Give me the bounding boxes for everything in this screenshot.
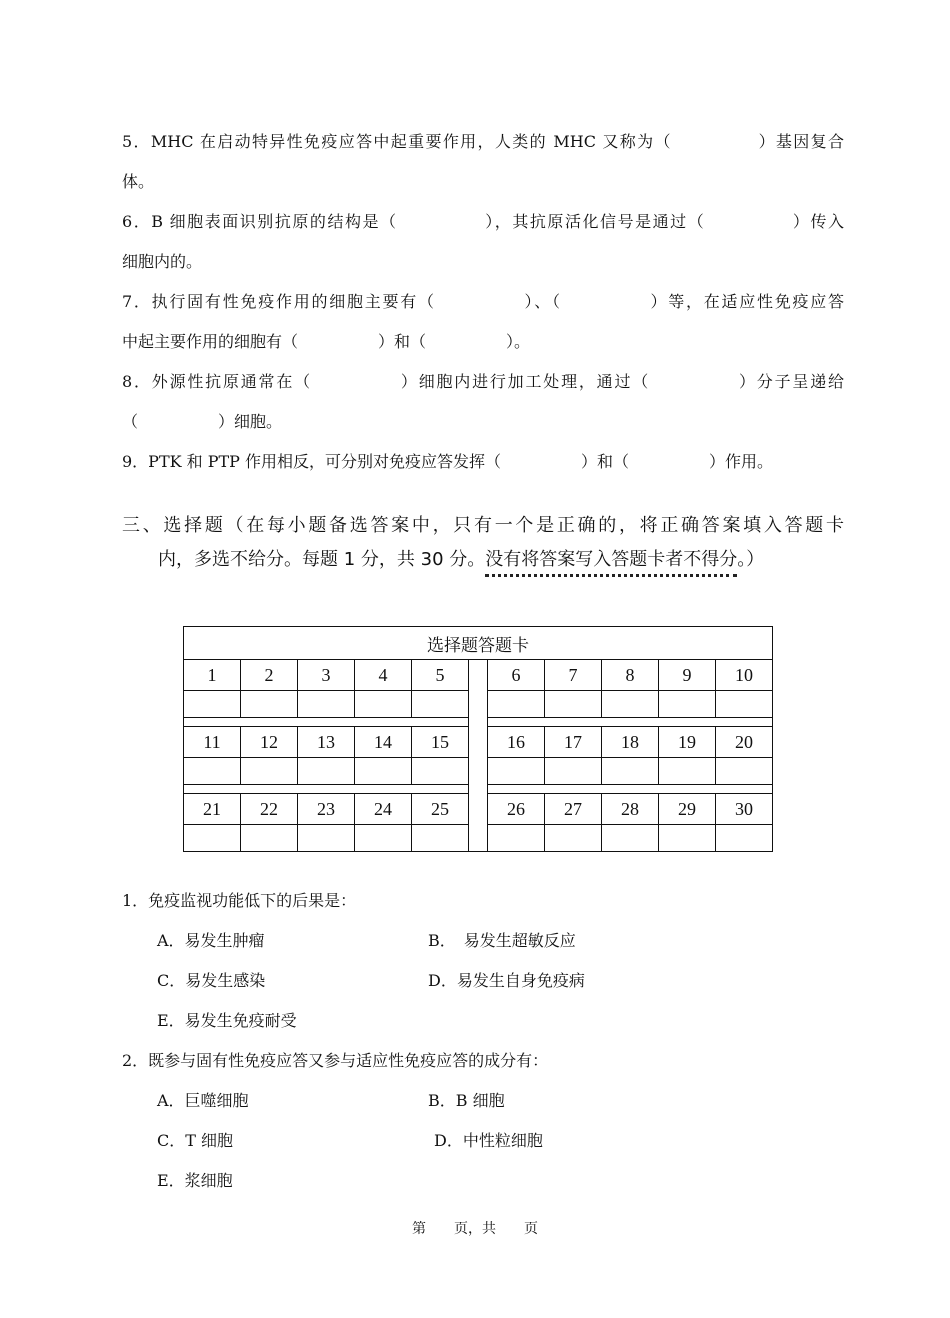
- answer-cell[interactable]: [412, 825, 469, 852]
- answer-cell[interactable]: [716, 758, 773, 785]
- answer-cell[interactable]: [488, 825, 545, 852]
- card-num: 30: [716, 794, 773, 825]
- card-separator: [184, 785, 469, 794]
- page-footer: 第 页，共 页: [412, 1221, 538, 1237]
- answer-cell[interactable]: [488, 758, 545, 785]
- card-num: 29: [659, 794, 716, 825]
- answer-cell[interactable]: [602, 758, 659, 785]
- q9-line1: 9．PTK 和 PTP 作用相反，可分别对免疫应答发挥（ ）和（ ）作用。: [122, 452, 774, 471]
- card-num: 20: [716, 727, 773, 758]
- card-num: 22: [241, 794, 298, 825]
- answer-cell[interactable]: [355, 825, 412, 852]
- q1-option-a[interactable]: A．易发生肿瘤: [157, 931, 265, 950]
- answer-cell[interactable]: [184, 825, 241, 852]
- q1-option-e[interactable]: E．易发生免疫耐受: [157, 1011, 297, 1030]
- answer-cell[interactable]: [298, 825, 355, 852]
- section3-emphasis: 没有将答案写入答题卡者不得分: [485, 549, 737, 577]
- card-num: 26: [488, 794, 545, 825]
- card-num: 19: [659, 727, 716, 758]
- answer-cell[interactable]: [355, 758, 412, 785]
- card-num: 10: [716, 660, 773, 691]
- answer-cell[interactable]: [355, 691, 412, 718]
- q8-line1: 8．外源性抗原通常在（ ）细胞内进行加工处理，通过（ ）分子呈递给: [122, 372, 844, 391]
- answer-cell[interactable]: [241, 758, 298, 785]
- q1-option-c[interactable]: C．易发生感染: [157, 971, 266, 990]
- card-num: 25: [412, 794, 469, 825]
- answer-card: [183, 626, 773, 852]
- answer-cell[interactable]: [545, 825, 602, 852]
- answer-cell[interactable]: [241, 691, 298, 718]
- q1-option-d[interactable]: D．易发生自身免疫病: [428, 971, 585, 990]
- answer-cell[interactable]: [545, 758, 602, 785]
- answer-cell[interactable]: [412, 758, 469, 785]
- answer-cell[interactable]: [602, 825, 659, 852]
- answer-cell[interactable]: [488, 691, 545, 718]
- q6-line1: 6．B 细胞表面识别抗原的结构是（ ），其抗原活化信号是通过（ ）传入: [122, 212, 844, 231]
- card-num: 16: [488, 727, 545, 758]
- card-num: 1: [184, 660, 241, 691]
- answer-cell[interactable]: [545, 691, 602, 718]
- q2-stem: 2．既参与固有性免疫应答又参与适应性免疫应答的成分有：: [122, 1051, 549, 1070]
- card-num: 7: [545, 660, 602, 691]
- q6-line2: 细胞内的。: [122, 252, 203, 271]
- answer-cell[interactable]: [602, 691, 659, 718]
- section3-plain: 内，多选不给分。每题 1 分，共 30 分。: [122, 549, 486, 570]
- card-num: 18: [602, 727, 659, 758]
- q2-option-e[interactable]: E．浆细胞: [157, 1171, 233, 1190]
- answer-cell[interactable]: [298, 758, 355, 785]
- card-num: 21: [184, 794, 241, 825]
- q5-line2: 体。: [122, 172, 155, 191]
- answer-cell[interactable]: [659, 825, 716, 852]
- answer-cell[interactable]: [298, 691, 355, 718]
- card-num: 17: [545, 727, 602, 758]
- card-num: 15: [412, 727, 469, 758]
- section3-heading-line2: [122, 548, 764, 572]
- q5-line1: 5．MHC 在启动特异性免疫应答中起重要作用，人类的 MHC 又称为（ ）基因复合: [122, 132, 844, 151]
- q2-option-b[interactable]: B．B 细胞: [428, 1091, 505, 1110]
- answer-cell[interactable]: [241, 825, 298, 852]
- q2-option-c[interactable]: C．T 细胞: [157, 1131, 234, 1150]
- q1-stem: 1．免疫监视功能低下的后果是：: [122, 891, 357, 910]
- card-gap: [469, 660, 488, 852]
- card-num: 3: [298, 660, 355, 691]
- q2-option-d[interactable]: D．中性粒细胞: [434, 1131, 543, 1150]
- card-num: 12: [241, 727, 298, 758]
- card-num: 28: [602, 794, 659, 825]
- answer-cell[interactable]: [659, 691, 716, 718]
- q7-line1: 7．执行固有性免疫作用的细胞主要有（ ）、（ ）等，在适应性免疫应答: [122, 292, 844, 311]
- card-num: 9: [659, 660, 716, 691]
- section3-end: 。）: [737, 549, 765, 570]
- q8-line2: （ ）细胞。: [122, 412, 283, 431]
- card-separator: [488, 785, 773, 794]
- card-num: 11: [184, 727, 241, 758]
- card-num: 2: [241, 660, 298, 691]
- q2-option-a[interactable]: A．巨噬细胞: [157, 1091, 249, 1110]
- card-num: 14: [355, 727, 412, 758]
- card-num: 8: [602, 660, 659, 691]
- answer-cell[interactable]: [184, 758, 241, 785]
- section3-heading: 三、选择题（在每小题备选答案中，只有一个是正确的，将正确答案填入答题卡: [122, 515, 844, 536]
- card-num: 13: [298, 727, 355, 758]
- q1-option-b[interactable]: B． 易发生超敏反应: [428, 931, 576, 950]
- answer-cell[interactable]: [716, 691, 773, 718]
- card-num: 5: [412, 660, 469, 691]
- answer-card-title: 选择题答题卡: [184, 627, 773, 660]
- card-num: 4: [355, 660, 412, 691]
- answer-cell[interactable]: [716, 825, 773, 852]
- card-num: 27: [545, 794, 602, 825]
- card-separator: [488, 718, 773, 727]
- answer-cell[interactable]: [184, 691, 241, 718]
- q7-line2: 中起主要作用的细胞有（ ）和（ ）。: [122, 332, 531, 351]
- answer-cell[interactable]: [659, 758, 716, 785]
- card-separator: [184, 718, 469, 727]
- answer-cell[interactable]: [412, 691, 469, 718]
- card-num: 24: [355, 794, 412, 825]
- card-num: 6: [488, 660, 545, 691]
- card-num: 23: [298, 794, 355, 825]
